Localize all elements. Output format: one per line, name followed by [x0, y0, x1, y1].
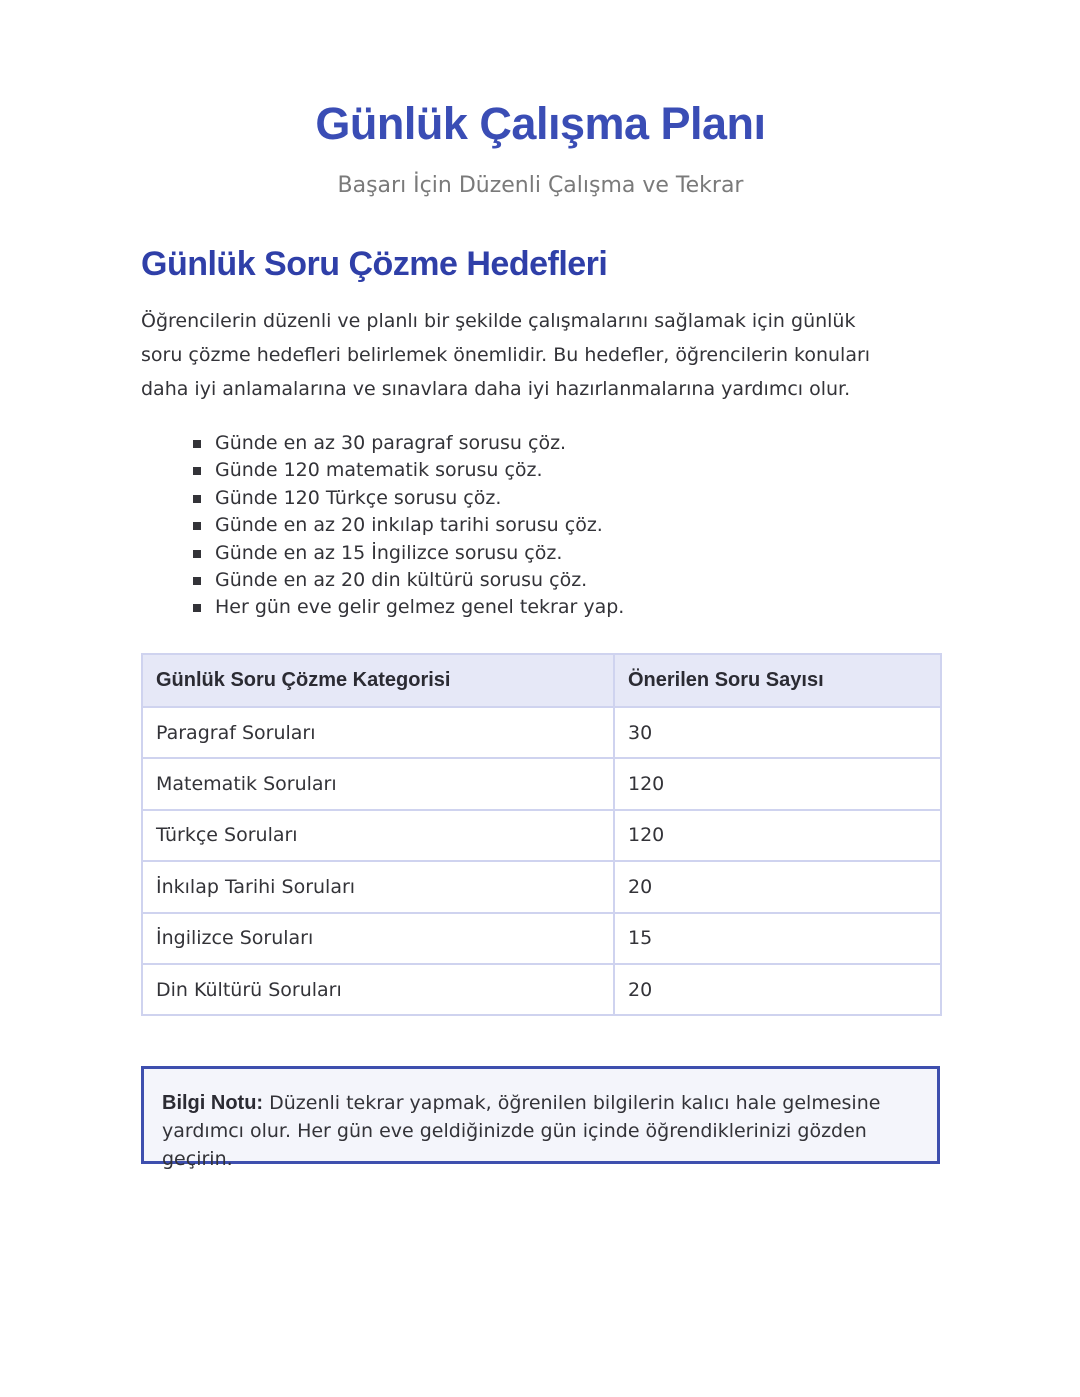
table-row	[142, 758, 941, 809]
square-bullet-icon	[193, 467, 201, 475]
square-bullet-icon	[193, 522, 201, 530]
category-cell: İnkılap Tarihi Soruları	[142, 861, 614, 912]
column-header-count: Önerilen Soru Sayısı	[614, 654, 941, 707]
goal-item	[193, 567, 624, 594]
count-cell: 20	[614, 861, 941, 912]
goal-item	[193, 457, 624, 484]
table-row	[142, 913, 941, 964]
column-header-category: Günlük Soru Çözme Kategorisi	[142, 654, 614, 707]
square-bullet-icon	[193, 550, 201, 558]
square-bullet-icon	[193, 495, 201, 503]
goal-item	[193, 430, 624, 457]
info-note-label: Bilgi Notu:	[162, 1092, 264, 1114]
section-heading: Günlük Soru Çözme Hedefleri	[141, 245, 608, 283]
goal-item	[193, 512, 624, 539]
square-bullet-icon	[193, 577, 201, 585]
goal-text: Günde en az 20 inkılap tarihi sorusu çöz.	[215, 514, 603, 537]
table-row	[142, 810, 941, 861]
info-note-box	[141, 1066, 940, 1170]
count-cell: 120	[614, 758, 941, 809]
category-cell: İngilizce Soruları	[142, 913, 614, 964]
goal-text: Günde en az 30 paragraf sorusu çöz.	[215, 432, 567, 454]
table-row	[142, 964, 941, 1015]
category-cell: Paragraf Soruları	[142, 707, 614, 758]
goal-text: Her gün eve gelir gelmez genel tekrar yap.	[215, 596, 625, 619]
goals-list	[193, 430, 624, 622]
category-cell: Matematik Soruları	[142, 758, 614, 809]
document-title: Günlük Çalışma Planı	[315, 98, 766, 149]
table-header-row	[142, 654, 941, 707]
goals-table	[141, 653, 942, 1016]
intro-paragraph: Öğrencilerin düzenli ve planlı bir şekilde çalışmalarını sağlamak için günlük soru çözme hedefleri belirlemek önemlidir. Bu hedefler, öğrencilerin konuları daha iyi anlamalarına ve sınavlara daha iyi hazırlanmalarına yardımcı olur.	[141, 310, 871, 400]
category-cell: Türkçe Soruları	[142, 810, 614, 861]
goal-text: Günde en az 20 din kültürü sorusu çöz.	[215, 569, 588, 592]
goal-item	[193, 485, 624, 512]
goal-text: Günde 120 matematik sorusu çöz.	[215, 459, 543, 482]
square-bullet-icon	[193, 604, 201, 612]
table-row	[142, 861, 941, 912]
table-row	[142, 707, 941, 758]
info-note-text: Düzenli tekrar yapmak, öğrenilen bilgilerin kalıcı hale gelmesine yardımcı olur. Her gün eve geldiğinizde gün içinde öğrendiklerinizi gözden geçirin.	[162, 1092, 881, 1170]
count-cell: 15	[614, 913, 941, 964]
count-cell: 120	[614, 810, 941, 861]
count-cell: 30	[614, 707, 941, 758]
goal-item	[193, 540, 624, 567]
count-cell: 20	[614, 964, 941, 1015]
goal-text: Günde en az 15 İngilizce sorusu çöz.	[215, 541, 563, 564]
goal-item	[193, 594, 624, 621]
square-bullet-icon	[193, 440, 201, 448]
category-cell: Din Kültürü Soruları	[142, 964, 614, 1015]
goals-table-wrapper	[141, 653, 940, 1016]
document-subtitle: Başarı İçin Düzenli Çalışma ve Tekrar	[337, 173, 744, 198]
goal-text: Günde 120 Türkçe sorusu çöz.	[215, 486, 502, 509]
